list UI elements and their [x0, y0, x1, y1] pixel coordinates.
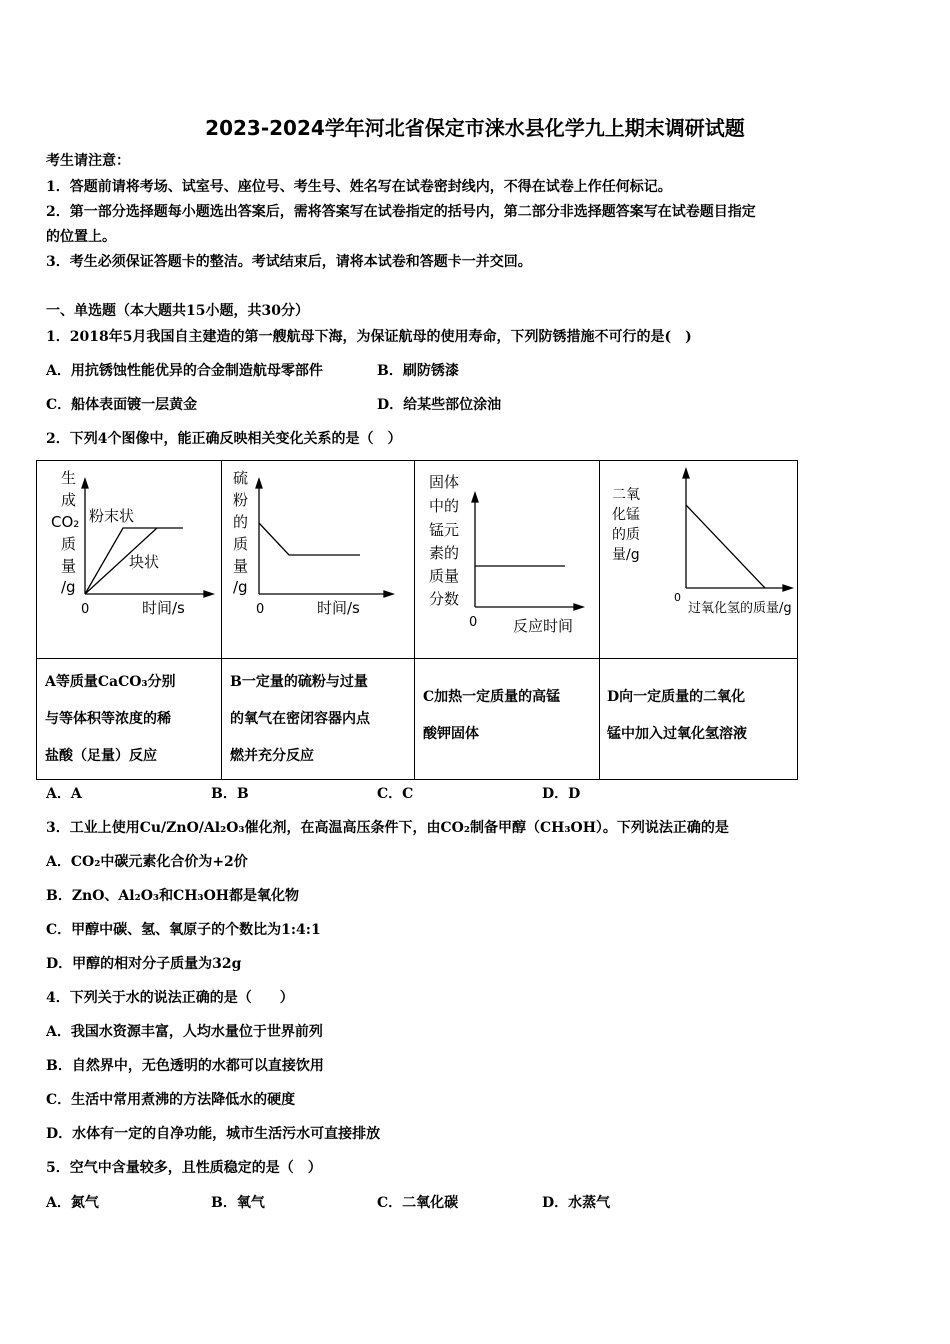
- notice-heading: 考生请注意：: [46, 153, 130, 169]
- graph-c-ylabel: 固体: [429, 473, 460, 491]
- q2-option-a[interactable]: A．A: [46, 786, 82, 802]
- arrow-icon: [574, 604, 583, 610]
- page-title: 2023-2024学年河北省保定市涞水县化学九上期末调研试题: [205, 116, 745, 140]
- arrow-icon: [256, 479, 262, 488]
- q2-option-d[interactable]: D．D: [542, 786, 581, 802]
- q2-graph-table: [36, 460, 798, 780]
- q5-option-a[interactable]: A．氮气: [46, 1195, 99, 1211]
- q2-option-c[interactable]: C．C: [377, 786, 414, 802]
- graph-d-ylabel: 量/g: [612, 547, 640, 563]
- q4-option-a[interactable]: A．我国水资源丰富，人均水量位于世界前列: [46, 1024, 323, 1040]
- graph-d-ylabel: 化锰: [612, 507, 640, 523]
- q2-option-b[interactable]: B．B: [211, 786, 249, 802]
- table-divider: [37, 658, 797, 659]
- graph-a-origin: 0: [81, 602, 90, 617]
- q3-stem: 3．工业上使用Cu/ZnO/Al₂O₃催化剂，在高温高压条件下，由CO₂制备甲醇（CH₃OH）。下列说法正确的是: [46, 820, 729, 836]
- graph-d: [600, 461, 798, 658]
- graph-d-xlabel: 过氧化氢的质量/g: [688, 601, 792, 616]
- q5-option-c[interactable]: C．二氧化碳: [377, 1195, 459, 1211]
- graph-c-origin: 0: [469, 615, 478, 630]
- arrow-icon: [783, 585, 792, 591]
- graph-c-caption: C加热一定质量的高锰 酸钾固体: [423, 689, 561, 742]
- q2-stem: 2．下列4个图像中，能正确反映相关变化关系的是（ ）: [46, 431, 402, 447]
- graph-d-curve: [686, 505, 765, 588]
- graph-a-ylabel: 生: [61, 469, 77, 487]
- arrow-icon: [472, 493, 478, 502]
- graph-a-ylabel: 量: [61, 557, 77, 575]
- graph-b-ylabel: 量: [233, 557, 249, 575]
- graph-c-ylabel: 中的: [429, 497, 460, 515]
- arrow-icon: [683, 469, 689, 478]
- graph-a-ylabel: /g: [61, 578, 76, 596]
- graph-b-caption: B一定量的硫粉与过量 的氧气在密闭容器内点 燃并充分反应: [230, 674, 370, 764]
- graph-b-ylabel: /g: [233, 578, 248, 596]
- graph-c-ylabel: 素的: [429, 544, 460, 562]
- graph-a-curve1-label: 粉末状: [89, 507, 135, 525]
- graph-b-ylabel: 硫: [233, 469, 249, 487]
- q1-option-b[interactable]: B．刷防锈漆: [377, 363, 459, 379]
- graph-d-caption: D向一定质量的二氧化 锰中加入过氧化氢溶液: [607, 689, 747, 742]
- arrow-icon: [384, 591, 393, 597]
- graph-b-ylabel: 粉: [233, 491, 249, 509]
- graph-c-ylabel: 分数: [429, 590, 460, 608]
- graph-a-ylabel: 质: [61, 535, 77, 553]
- notice-item: 3．考生必须保证答题卡的整洁。考试结束后，请将本试卷和答题卡一并交回。: [46, 254, 532, 270]
- graph-b-origin: 0: [256, 602, 265, 617]
- q3-option-c[interactable]: C．甲醇中碳、氢、氧原子的个数比为1:4:1: [46, 922, 321, 938]
- graph-a-xlabel: 时间/s: [142, 599, 185, 617]
- graph-a-caption: A等质量CaCO₃分别 与等体积等浓度的稀 盐酸（足量）反应: [45, 674, 176, 764]
- q1-option-a[interactable]: A．用抗锈蚀性能优异的合金制造航母零部件: [46, 363, 323, 379]
- arrow-icon: [82, 479, 88, 488]
- graph-a-curve2-label: 块状: [129, 553, 160, 571]
- q5-option-d[interactable]: D．水蒸气: [542, 1195, 611, 1211]
- graph-b-xlabel: 时间/s: [317, 599, 360, 617]
- graph-b-curve: [259, 523, 360, 555]
- q5-option-b[interactable]: B．氧气: [211, 1195, 265, 1211]
- q5-stem: 5．空气中含量较多，且性质稳定的是（ ）: [46, 1160, 322, 1176]
- graph-b: [222, 461, 414, 658]
- graph-c-ylabel: 锰元: [429, 521, 460, 539]
- graph-c-ylabel: 质量: [429, 567, 460, 585]
- q1-stem: 1．2018年5月我国自主建造的第一艘航母下海，为保证航母的使用寿命，下列防锈措施不可行的是( ): [46, 329, 692, 345]
- section-heading: 一、单选题（本大题共15小题，共30分）: [46, 303, 309, 319]
- q1-option-d[interactable]: D．给某些部位涂油: [377, 397, 502, 413]
- q4-stem: 4．下列关于水的说法正确的是（ ）: [46, 990, 294, 1006]
- notice-item: 2．第一部分选择题每小题选出答案后，需将答案写在试卷指定的括号内，第二部分非选择题答案写在试卷题目指定: [46, 204, 756, 220]
- graph-d-ylabel: 的质: [612, 527, 640, 543]
- notice-item: 的位置上。: [46, 229, 116, 245]
- arrow-icon: [204, 591, 213, 597]
- graph-b-ylabel: 质: [233, 535, 249, 553]
- q3-option-d[interactable]: D．甲醇的相对分子质量为32g: [46, 956, 242, 972]
- graph-a-ylabel: 成: [61, 491, 77, 509]
- q4-option-d[interactable]: D．水体有一定的自净功能，城市生活污水可直接排放: [46, 1126, 381, 1142]
- graph-c-xlabel: 反应时间: [513, 617, 574, 635]
- graph-a: [37, 461, 221, 658]
- graph-a-ylabel: CO₂: [51, 513, 80, 531]
- graph-d-origin: 0: [674, 591, 681, 604]
- graph-b-ylabel: 的: [233, 513, 249, 531]
- graph-c: [415, 461, 599, 658]
- q3-option-b[interactable]: B．ZnO、Al₂O₃和CH₃OH都是氧化物: [46, 888, 299, 904]
- q3-option-a[interactable]: A．CO₂中碳元素化合价为+2价: [46, 854, 248, 870]
- q4-option-c[interactable]: C．生活中常用煮沸的方法降低水的硬度: [46, 1092, 296, 1108]
- q1-option-c[interactable]: C．船体表面镀一层黄金: [46, 397, 198, 413]
- q4-option-b[interactable]: B．自然界中，无色透明的水都可以直接饮用: [46, 1058, 324, 1074]
- graph-d-ylabel: 二氧: [612, 487, 640, 503]
- notice-item: 1．答题前请将考场、试室号、座位号、考生号、姓名写在试卷密封线内，不得在试卷上作任何标记。: [46, 179, 672, 195]
